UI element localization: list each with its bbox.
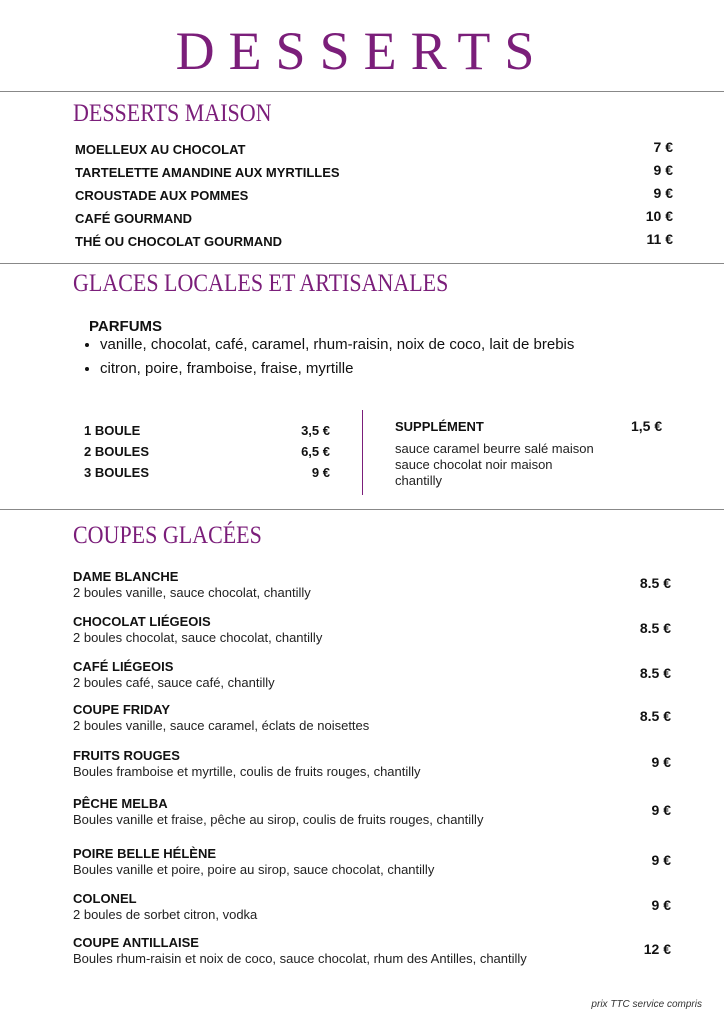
coupe-description: 2 boules café, sauce café, chantilly — [73, 675, 275, 690]
item-price: 9 € — [653, 162, 673, 178]
item-price: 7 € — [653, 139, 673, 155]
item-price: 11 € — [646, 231, 673, 247]
coupe-item — [73, 702, 673, 733]
coupe-description: 2 boules de sorbet citron, vodka — [73, 907, 258, 922]
supplement-option: sauce chocolat noir maison — [395, 457, 553, 472]
vertical-divider — [362, 410, 363, 495]
coupe-description: Boules framboise et myrtille, coulis de fruits rouges, chantilly — [73, 764, 421, 779]
boule-row — [84, 465, 330, 480]
coupe-price: 8.5 € — [639, 665, 671, 681]
coupe-description: Boules vanille et fraise, pêche au sirop, coulis de fruits rouges, chantilly — [73, 812, 484, 827]
boule-name: 3 BOULES — [84, 465, 150, 480]
coupe-item — [73, 748, 673, 779]
coupe-name: COLONEL — [73, 891, 137, 906]
coupe-price: 9 € — [651, 754, 671, 770]
coupe-item — [73, 569, 673, 600]
boule-row — [84, 444, 330, 459]
section-heading-coupes: COUPES GLACÉES — [73, 522, 262, 549]
boule-price: 9 € — [311, 465, 330, 480]
item-name: TARTELETTE AMANDINE AUX MYRTILLES — [75, 165, 340, 180]
menu-item — [75, 231, 673, 249]
coupe-price: 8.5 € — [639, 620, 671, 636]
coupe-item — [73, 614, 673, 645]
item-name: CAFÉ GOURMAND — [75, 211, 192, 226]
supplement-option: sauce caramel beurre salé maison — [395, 441, 594, 456]
parfums-item: • citron, poire, framboise, fraise, myrtille — [100, 357, 574, 381]
item-name: MOELLEUX AU CHOCOLAT — [75, 142, 246, 157]
coupe-item — [73, 659, 673, 690]
coupe-price: 9 € — [651, 852, 671, 868]
coupe-name: CHOCOLAT LIÉGEOIS — [73, 614, 211, 629]
supplement-label: SUPPLÉMENT — [395, 419, 484, 434]
parfums-item: • vanille, chocolat, café, caramel, rhum-raisin, noix de coco, lait de brebis — [100, 333, 574, 357]
coupe-description: 2 boules vanille, sauce chocolat, chantilly — [73, 585, 311, 600]
coupe-price: 9 € — [651, 897, 671, 913]
coupe-item — [73, 846, 673, 877]
supplement-options — [395, 441, 594, 489]
supplement-option: chantilly — [395, 473, 442, 488]
coupe-description: Boules vanille et poire, poire au sirop, sauce chocolat, chantilly — [73, 862, 435, 877]
menu-item — [75, 185, 673, 203]
footer-note: prix TTC service compris — [591, 999, 702, 1010]
page-title: DESSERTS — [175, 21, 549, 81]
coupe-item — [73, 935, 673, 966]
boule-price: 3,5 € — [301, 423, 330, 438]
item-name: THÉ OU CHOCOLAT GOURMAND — [75, 234, 283, 249]
coupe-price: 8.5 € — [639, 708, 671, 724]
divider — [0, 509, 724, 510]
section-heading-glaces: GLACES LOCALES ET ARTISANALES — [73, 270, 449, 297]
parfums-label: PARFUMS — [89, 318, 163, 335]
divider — [0, 263, 724, 264]
coupe-description: 2 boules vanille, sauce caramel, éclats de noisettes — [73, 718, 370, 733]
item-price: 10 € — [645, 208, 673, 224]
coupe-item — [73, 796, 673, 827]
divider — [0, 91, 724, 92]
boule-name: 1 BOULE — [84, 423, 141, 438]
boule-name: 2 BOULES — [84, 444, 150, 459]
coupe-name: CAFÉ LIÉGEOIS — [73, 659, 174, 674]
coupe-description: Boules rhum-raisin et noix de coco, sauce chocolat, rhum des Antilles, chantilly — [73, 951, 527, 966]
parfums-list — [82, 333, 574, 381]
coupe-name: FRUITS ROUGES — [73, 748, 180, 763]
supplement-price: 1,5 € — [631, 418, 663, 434]
boule-price: 6,5 € — [301, 444, 330, 459]
coupe-price: 12 € — [643, 941, 671, 957]
boule-row — [84, 423, 330, 438]
menu-item — [75, 162, 673, 180]
coupe-description: 2 boules chocolat, sauce chocolat, chantilly — [73, 630, 323, 645]
coupe-name: DAME BLANCHE — [73, 569, 179, 584]
coupe-price: 9 € — [651, 802, 671, 818]
item-name: CROUSTADE AUX POMMES — [75, 188, 249, 203]
item-price: 9 € — [653, 185, 673, 201]
section-heading-desserts-maison: DESSERTS MAISON — [73, 100, 272, 127]
coupe-name: COUPE ANTILLAISE — [73, 935, 199, 950]
menu-item — [75, 208, 673, 226]
coupe-name: COUPE FRIDAY — [73, 702, 171, 717]
coupe-name: PÊCHE MELBA — [73, 796, 168, 811]
coupe-item — [73, 891, 673, 922]
menu-item — [75, 139, 673, 157]
coupe-name: POIRE BELLE HÉLÈNE — [73, 846, 217, 861]
coupe-price: 8.5 € — [639, 575, 671, 591]
